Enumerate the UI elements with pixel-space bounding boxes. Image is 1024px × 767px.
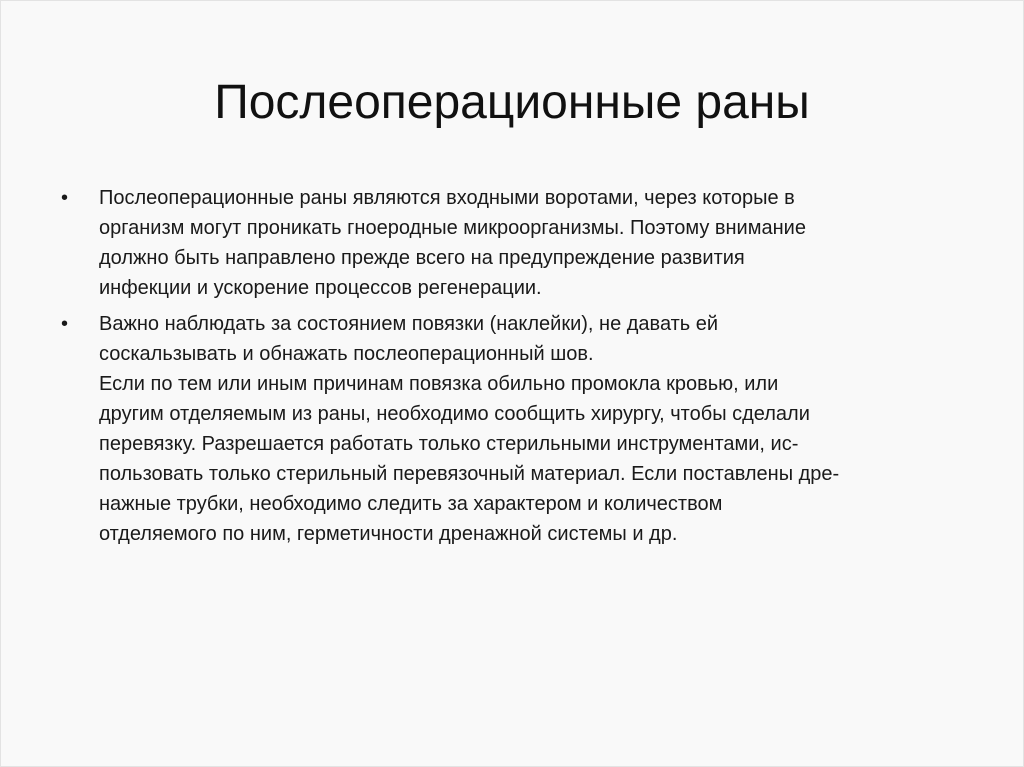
bullet-text-line: Послеоперационные раны являются входными воротами, через которые в (99, 187, 795, 209)
bullet-text-line: пользовать только стерильный перевязочный материал. Если поставлены дре- (99, 463, 840, 485)
bullet-text-line: организм могут проникать гноеродные микроорганизмы. Поэтому внимание (99, 217, 806, 239)
slide-title: Послеоперационные раны (214, 76, 810, 129)
bullet-marker: • (61, 313, 69, 335)
bullet-text-line: Важно наблюдать за состоянием повязки (наклейки), не давать ей (99, 313, 719, 335)
bullet-text-line: перевязку. Разрешается работать только стерильными инструментами, ис- (99, 433, 799, 455)
bullet-marker: • (61, 187, 69, 209)
bullet-text-line: нажные трубки, необходимо следить за характером и количеством (99, 493, 723, 515)
bullet-text-line: отделяемого по ним, герметичности дренажной системы и др. (99, 523, 678, 545)
bullet-text-line: соскальзывать и обнажать послеоперационный шов. (99, 343, 594, 365)
bullet-text-line: инфекции и ускорение процессов регенерации. (99, 277, 542, 299)
bullet-item (61, 309, 979, 549)
bullet-item (61, 183, 979, 303)
bullet-text-line: должно быть направлено прежде всего на предупреждение развития (99, 247, 745, 269)
bullet-list (61, 183, 979, 555)
bullet-text-line: Если по тем или иным причинам повязка обильно промокла кровью, или (99, 373, 779, 395)
bullet-text-line: другим отделяемым из раны, необходимо сообщить хирургу, чтобы сделали (99, 403, 810, 425)
